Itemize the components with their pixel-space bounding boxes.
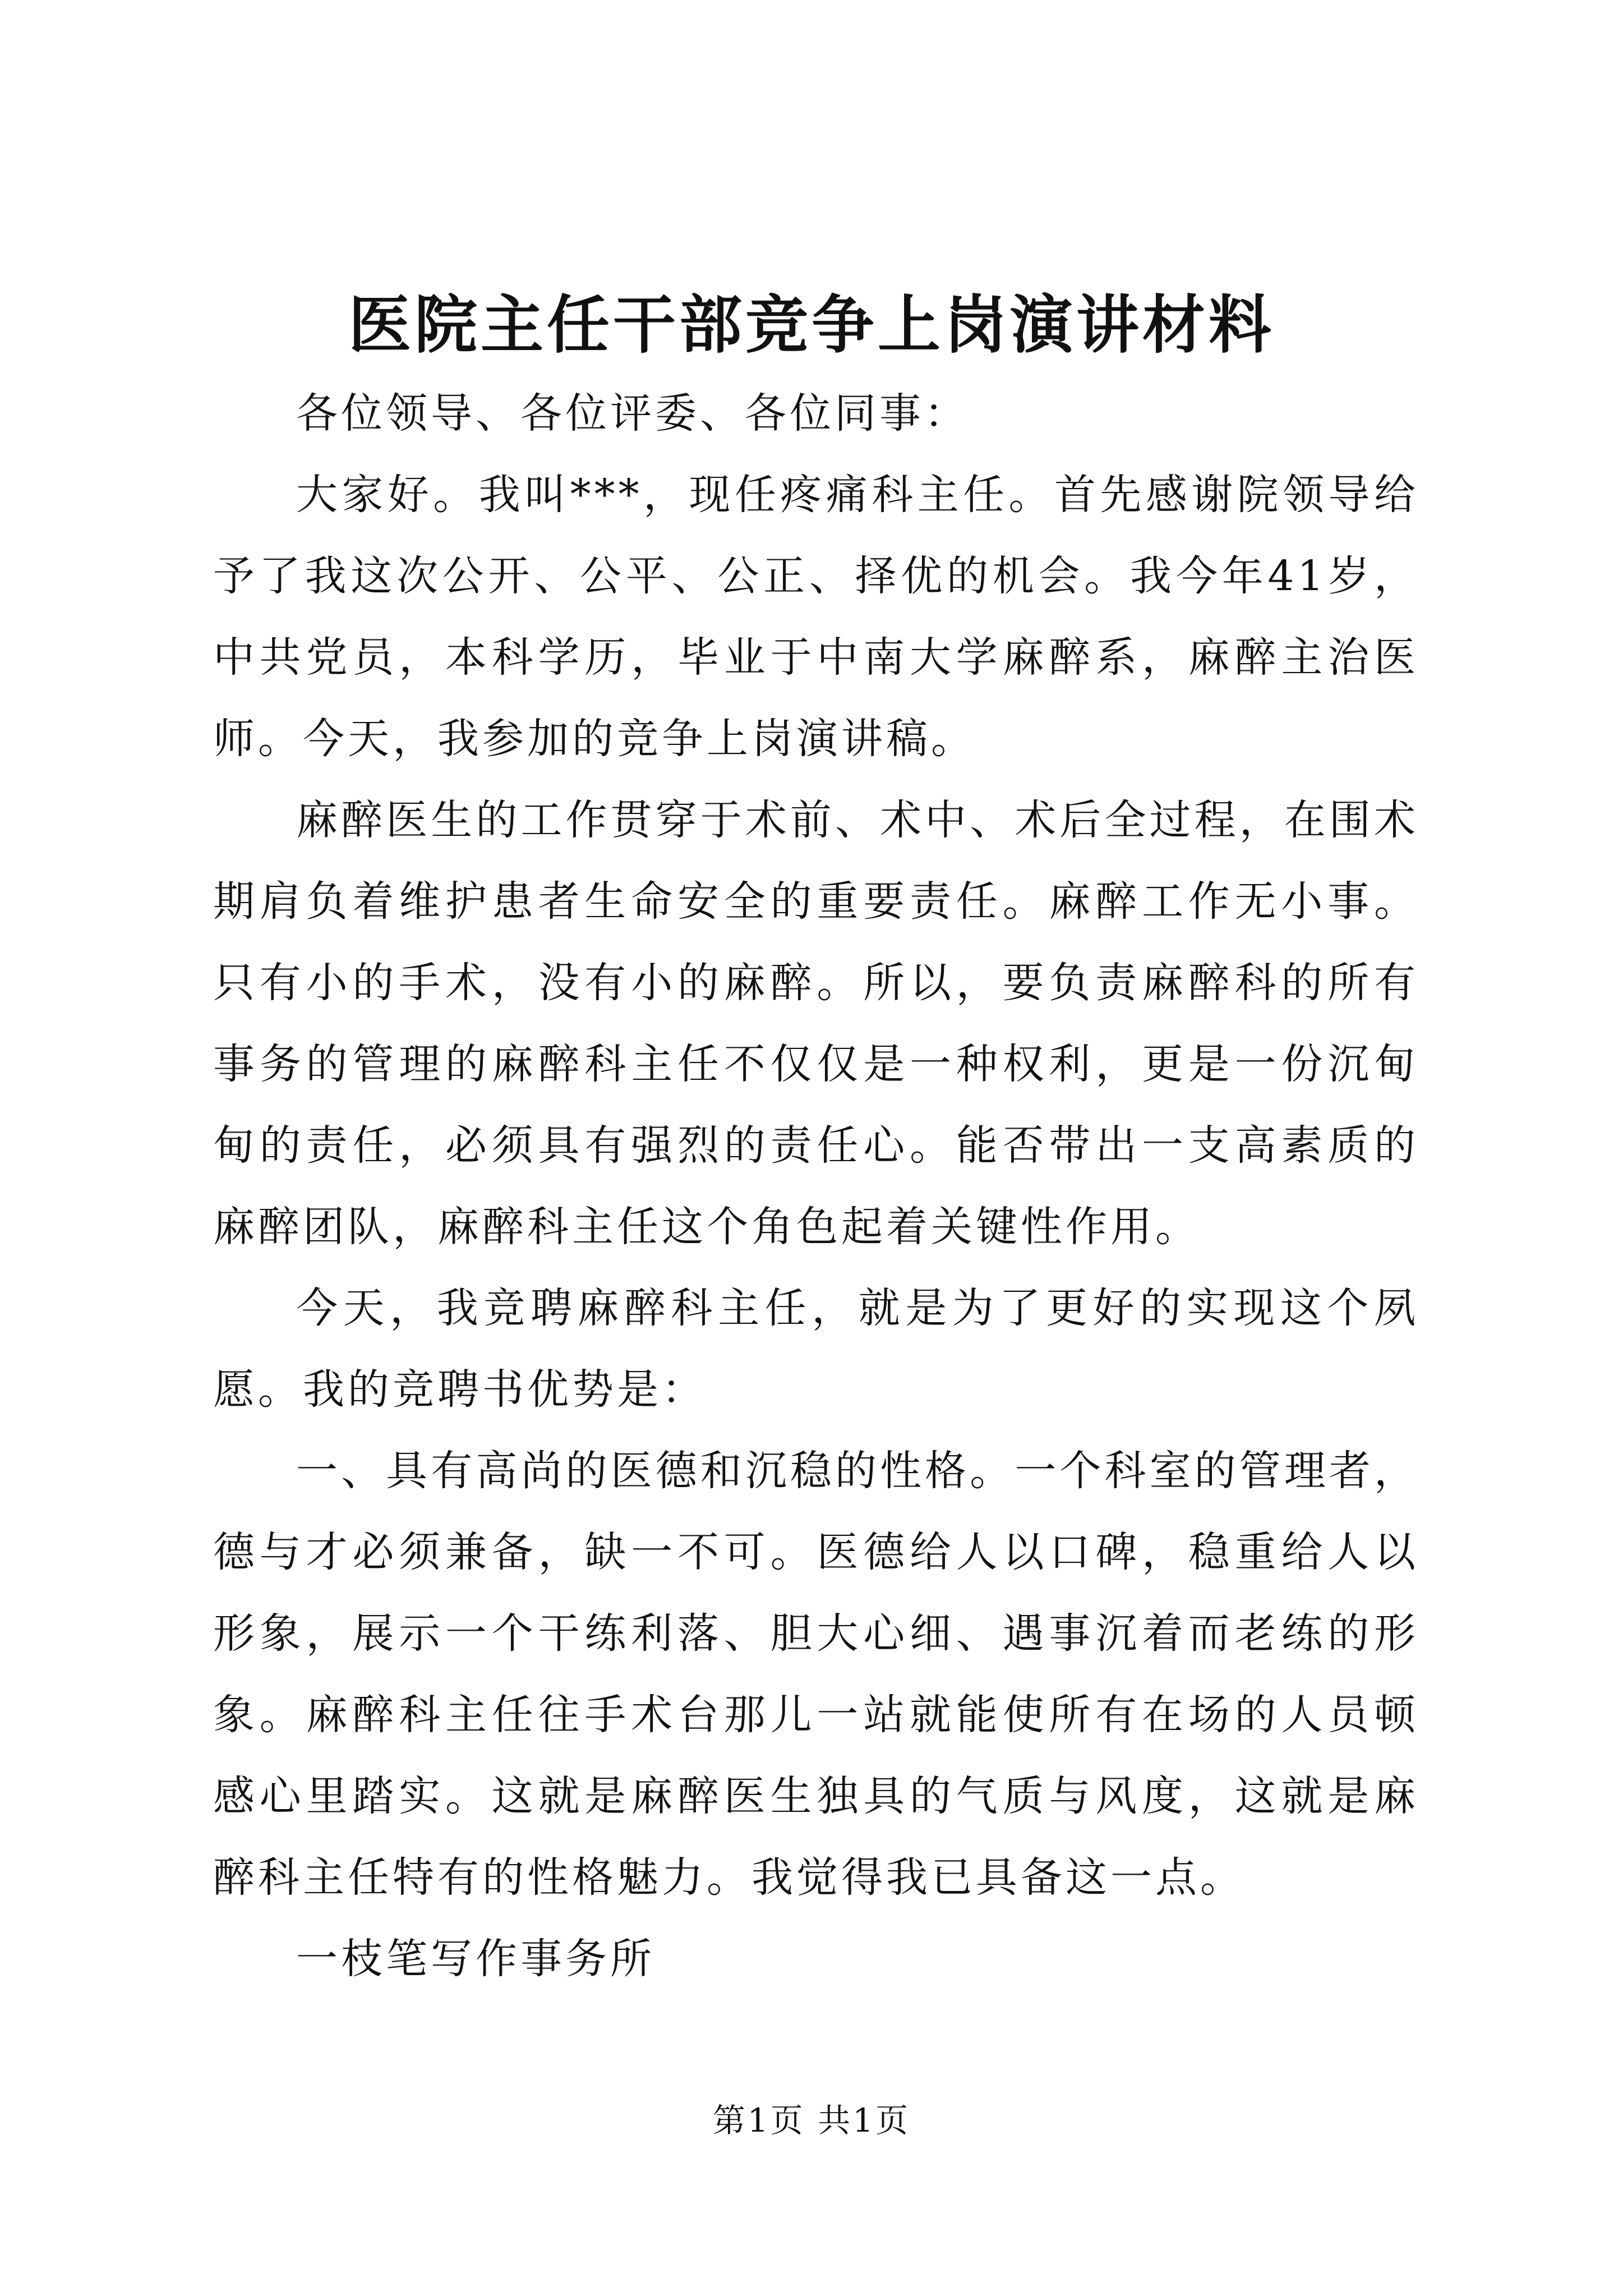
document-title: 医院主任干部竞争上岗演讲材料 — [348, 288, 1275, 362]
salutation-paragraph: 各位领导、各位评委、各位同事： — [296, 389, 969, 438]
advantage-one-paragraph: 一、具有高尚的医德和沉稳的性格。一个科室的管理者，德与才必须兼备，缺一不可。医德给人以口碑，稳重给人以形象，展示一个干练利落、胆大心细、遇事沉着而老练的形象。麻醉科主任往手术台那儿一站就能使所有在场的人员顿感心里踏实。这就是麻醉医生独具的气质与风度，这就是麻醉科主任特有的性格魅力。我觉得我已具备这一点。 — [213, 1447, 1419, 1902]
motivation-paragraph: 今天，我竞聘麻醉科主任，就是为了更好的实现这个夙愿。我的竞聘书优势是： — [213, 1284, 1419, 1414]
responsibility-paragraph: 麻醉医生的工作贯穿于术前、术中、术后全过程，在围术期肩负着维护患者生命安全的重要责任。麻醉工作无小事。只有小的手术，没有小的麻醉。所以，要负责麻醉科的所有事务的管理的麻醉科主任不仅仅是一种权利，更是一份沉甸甸的责任，必须具有强烈的责任心。能否带出一支高素质的麻醉团队，麻醉科主任这个角色起着关键性作用。 — [213, 796, 1419, 1251]
page-footer: 第1页 共1页 — [712, 2101, 911, 2139]
document-body — [213, 373, 1419, 2000]
source-paragraph: 一枝笔写作事务所 — [296, 1935, 655, 1983]
introduction-paragraph: 大家好。我叫***，现任疼痛科主任。首先感谢院领导给予了我这次公开、公平、公正、择优的机会。我今年41岁，中共党员，本科学历，毕业于中南大学麻醉系，麻醉主治医师。今天，我参加的竞争上岗演讲稿。 — [213, 471, 1419, 763]
